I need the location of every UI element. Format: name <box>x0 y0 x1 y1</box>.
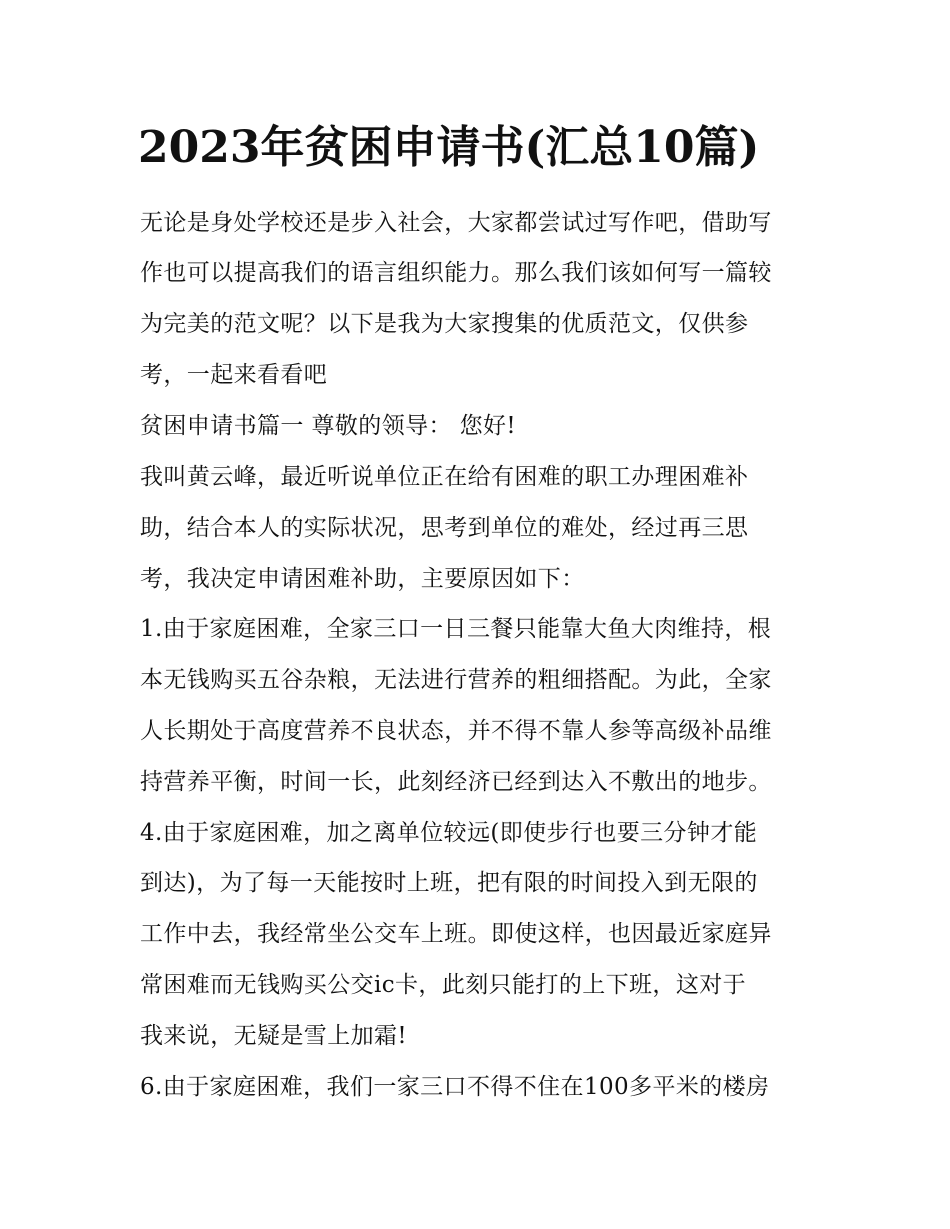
paragraph-line: 我叫黄云峰，最近听说单位正在给有困难的职工办理困难补 <box>140 464 749 490</box>
paragraph-line: 我来说，无疑是雪上加霜! <box>140 1023 408 1049</box>
paragraph-line: 助，结合本人的实际状况，思考到单位的难处，经过再三思 <box>140 515 749 541</box>
paragraph-line: 6.由于家庭困难，我们一家三口不得不住在100多平米的楼房 <box>140 1074 770 1100</box>
paragraph-line: 工作中去，我经常坐公交车上班。即使这样，也因最近家庭异 <box>140 921 772 947</box>
paragraph-line: 为完美的范文呢？以下是我为大家搜集的优质范文，仅供参 <box>140 311 749 337</box>
paragraph-line: 1.由于家庭困难，全家三口一日三餐只能靠大鱼大肉维持，根 <box>140 616 772 642</box>
paragraph-line: 4.由于家庭困难，加之离单位较远(即使步行也要三分钟才能 <box>140 820 758 846</box>
paragraph-line: 作也可以提高我们的语言组织能力。那么我们该如何写一篇较 <box>140 260 772 286</box>
section-heading-line: 贫困申请书篇一 尊敬的领导： 您好! <box>140 413 517 439</box>
paragraph-line: 本无钱购买五谷杂粮，无法进行营养的粗细搭配。为此，全家 <box>140 667 772 693</box>
paragraph-line: 到达)，为了每一天能按时上班，把有限的时间投入到无限的 <box>140 870 758 896</box>
paragraph-line: 人长期处于高度营养不良状态，并不得不靠人参等高级补品维 <box>140 718 772 744</box>
paragraph-line: 考，我决定申请困难补助，主要原因如下： <box>140 566 585 592</box>
document-title: 2023年贫困申请书(汇总10篇) <box>138 122 760 173</box>
paragraph-line: 常困难而无钱购买公交ic卡，此刻只能打的上下班，这对于 <box>140 972 747 998</box>
paragraph-line: 考，一起来看看吧 <box>140 362 328 388</box>
paragraph-line: 无论是身处学校还是步入社会，大家都尝试过写作吧，借助写 <box>140 210 772 236</box>
paragraph-line: 持营养平衡，时间一长，此刻经济已经到达入不敷出的地步。 <box>140 769 772 795</box>
